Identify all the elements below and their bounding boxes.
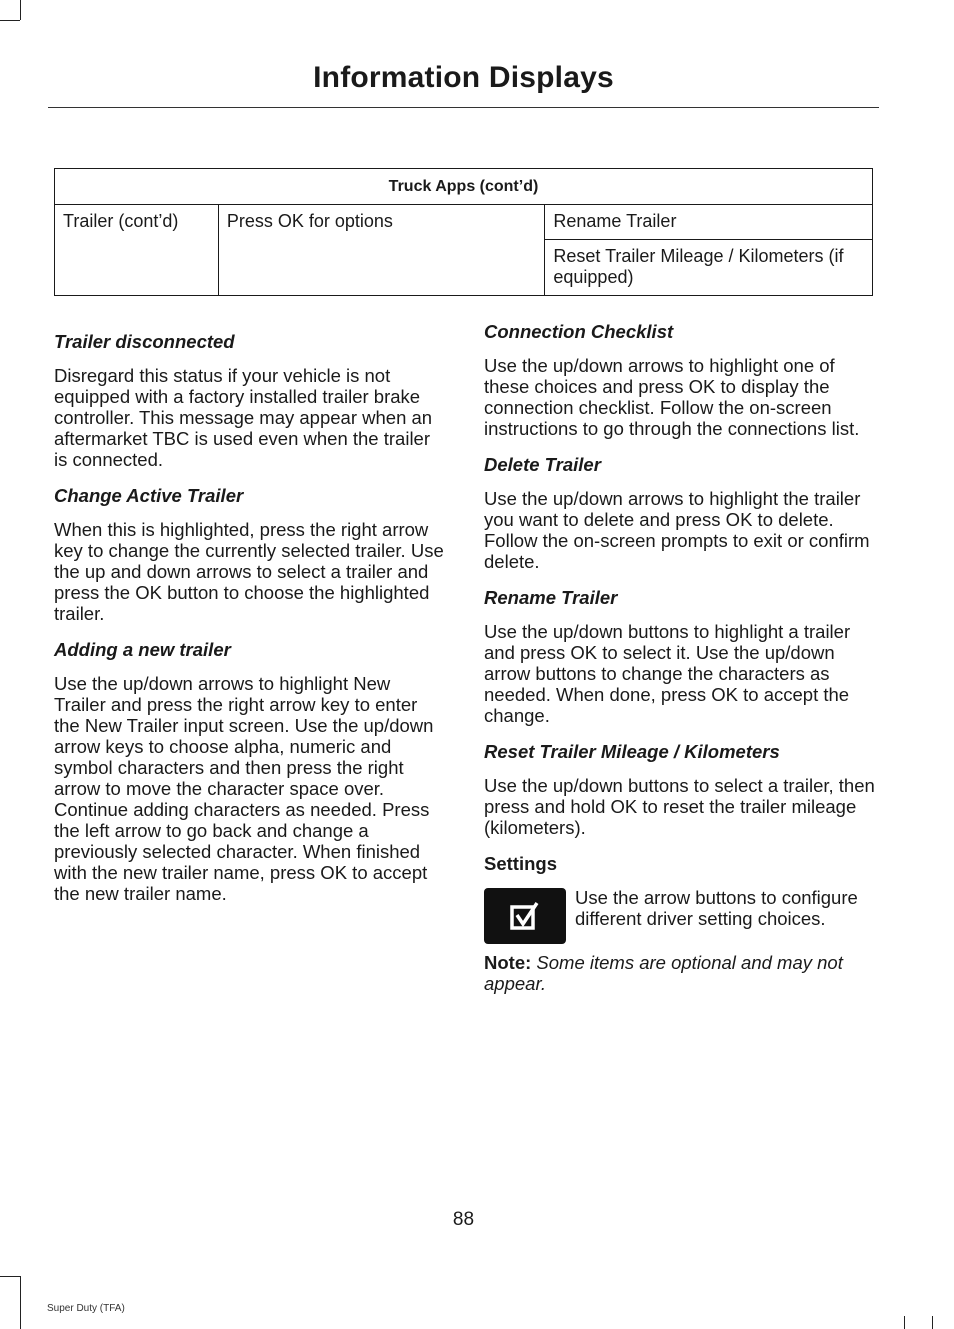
section-body: Use the up/down buttons to highlight a trailer and press OK to select it. Use the up/down arrow buttons to change the characters as needed. When done, press OK to accept the change. <box>484 621 851 726</box>
crop-mark <box>20 0 21 20</box>
truck-apps-table <box>54 168 873 296</box>
section-heading: Trailer disconnected <box>54 331 235 352</box>
section-heading: Adding a new trailer <box>54 639 231 660</box>
table-cell-option: Rename Trailer <box>545 205 873 240</box>
footer-model: Super Duty (TFA) <box>47 1303 125 1314</box>
left-column <box>54 331 446 919</box>
table-cell-action: Press OK for options <box>218 205 545 296</box>
section-body: Use the up/down buttons to select a trailer, then press and hold OK to reset the trailer mileage (kilometers). <box>484 775 875 838</box>
crop-mark <box>0 20 20 21</box>
settings-note <box>484 952 876 994</box>
section-heading: Change Active Trailer <box>54 485 244 506</box>
section-body: Use the up/down arrows to highlight New Trailer and press the right arrow key to enter the New Trailer input screen. Use the up/down arrow keys to choose alpha, numeric and symbol characters and then press the right arrow to move the character space over. Continue adding characters as needed. Press the left arrow to go back and change a previously selected character. When finished with the new trailer name, press OK to accept the new trailer name. <box>54 673 434 904</box>
settings-heading: Settings <box>484 853 557 874</box>
note-label: Note: <box>484 952 532 973</box>
section-body: When this is highlighted, press the right arrow key to change the currently selected trailer. Use the up and down arrows to select a trailer and press the OK button to choose the highlighted trailer. <box>54 519 444 624</box>
section-heading: Reset Trailer Mileage / Kilometers <box>484 741 780 762</box>
crop-mark <box>932 1316 933 1329</box>
settings-description: Use the arrow buttons to configure different driver setting choices. <box>575 887 858 929</box>
table-cell-menu-item: Trailer (cont’d) <box>55 205 219 296</box>
section-body: Disregard this status if your vehicle is not equipped with a factory installed trailer brake controller. This message may appear when an aftermarket TBC is used even when the trailer is connected. <box>54 365 433 470</box>
section-heading: Connection Checklist <box>484 321 674 342</box>
section-body: Use the up/down arrows to highlight the trailer you want to delete and press OK to delete. Follow the on-screen prompts to exit or confirm delete. <box>484 488 870 572</box>
section-heading: Rename Trailer <box>484 587 618 608</box>
crop-mark <box>20 1276 21 1329</box>
crop-mark <box>904 1316 905 1329</box>
settings-checkbox-icon <box>484 888 566 944</box>
table-cell-option: Reset Trailer Mileage / Kilometers (if equipped) <box>545 240 873 296</box>
crop-mark <box>0 1276 20 1277</box>
settings-row <box>484 887 876 944</box>
section-body: Use the up/down arrows to highlight one of these choices and press OK to display the connection checklist. Follow the on-screen instructions to go through the connections list. <box>484 355 860 439</box>
note-text: Some items are optional and may not appear. <box>484 952 843 994</box>
title-divider <box>48 107 879 108</box>
page-title: Information Displays <box>313 61 614 94</box>
section-heading: Delete Trailer <box>484 454 601 475</box>
table-caption: Truck Apps (cont’d) <box>55 169 873 205</box>
right-column <box>484 321 876 1009</box>
page-number: 88 <box>452 1209 475 1230</box>
